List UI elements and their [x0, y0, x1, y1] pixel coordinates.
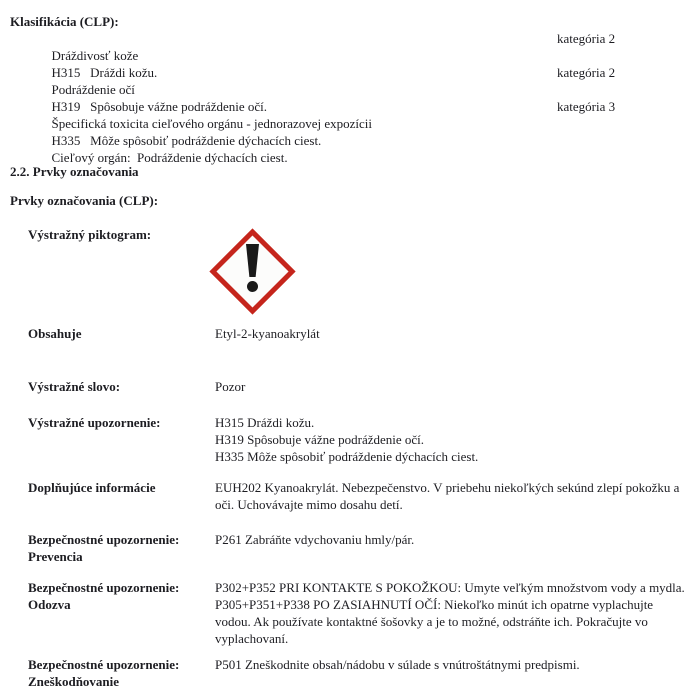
hazard-category: kategória 3: [557, 99, 616, 114]
value-line: P501 Zneškodnite obsah/nádobu v súlade s vnútroštátnymi predpismi.: [215, 657, 580, 672]
exclamation-dot: [247, 281, 258, 292]
hazard-class-text: H315 Dráždi kožu.: [51, 65, 158, 80]
field-sublabel: Odozva: [28, 597, 71, 612]
labelling-heading: Prvky označovania (CLP):: [10, 193, 159, 208]
field-label: Doplňujúce informácie: [28, 480, 156, 495]
field-label: Bezpečnostné upozornenie:: [28, 532, 180, 547]
value-line: P261 Zabráňte vdychovaniu hmly/pár.: [215, 532, 415, 547]
value-line: H335 Môže spôsobiť podráždenie dýchacích ciest.: [215, 449, 479, 464]
value-line: Pozor: [215, 379, 246, 394]
classification-row: [10, 64, 692, 97]
ghs07-exclamation-icon: [210, 229, 295, 314]
hazard-class-text: Dráždivosť kože: [51, 48, 139, 63]
section-2-2-heading: 2.2. Prvky označovania: [10, 164, 139, 179]
value-line: vodou. Ak používate kontaktné šošovky a je to možné, odstráňte ich. Pokračujte vo: [215, 614, 648, 629]
field-label: Výstražné upozornenie:: [28, 415, 161, 430]
field-label: Bezpečnostné upozornenie:: [28, 580, 180, 595]
classification-row: [10, 115, 692, 148]
hazard-class-text: H335 Môže spôsobiť podráždenie dýchacích ciest.: [51, 133, 322, 148]
value-line: oči. Uchovávajte mimo dosahu detí.: [215, 497, 403, 512]
value-line: P305+P351+P338 PO ZASIAHNUTÍ OČÍ: Niekoľko minút ich opatrne vyplachujte: [215, 597, 654, 612]
hazard-class-text: Podráždenie očí: [51, 82, 135, 97]
hazard-category: kategória 2: [557, 65, 616, 80]
value-line: vyplachovaní.: [215, 631, 289, 646]
value-line: Etyl-2-kyanoakrylát: [215, 326, 320, 341]
field-sublabel: Prevencia: [28, 549, 83, 564]
classification-row: [10, 30, 692, 63]
value-line: H319 Spôsobuje vážne podráždenie očí.: [215, 432, 425, 447]
classification-row: [10, 132, 692, 165]
field-label: Obsahuje: [28, 326, 82, 341]
field-label: Bezpečnostné upozornenie:: [28, 657, 180, 672]
value-line: H315 Dráždi kožu.: [215, 415, 315, 430]
pictogram-label: Výstražný piktogram:: [28, 227, 152, 242]
hazard-class-text: H319 Spôsobuje vážne podráždenie očí.: [51, 99, 268, 114]
value-line: P302+P352 PRI KONTAKTE S POKOŽKOU: Umyte veľkým množstvom vody a mydla.: [215, 580, 685, 595]
hazard-category: kategória 2: [557, 31, 616, 46]
classification-row: [10, 98, 692, 131]
field-sublabel: Zneškodňovanie: [28, 674, 120, 689]
field-label: Výstražné slovo:: [28, 379, 121, 394]
hazard-class-text: Cieľový orgán: Podráždenie dýchacích ciest.: [51, 150, 288, 165]
classification-section: [10, 13, 692, 165]
classification-heading: Klasifikácia (CLP):: [10, 14, 119, 29]
value-line: EUH202 Kyanoakrylát. Nebezpečenstvo. V priebehu niekoľkých sekúnd zlepí pokožku a: [215, 480, 680, 495]
hazard-class-text: Špecifická toxicita cieľového orgánu - jednorazovej expozícii: [51, 116, 373, 131]
